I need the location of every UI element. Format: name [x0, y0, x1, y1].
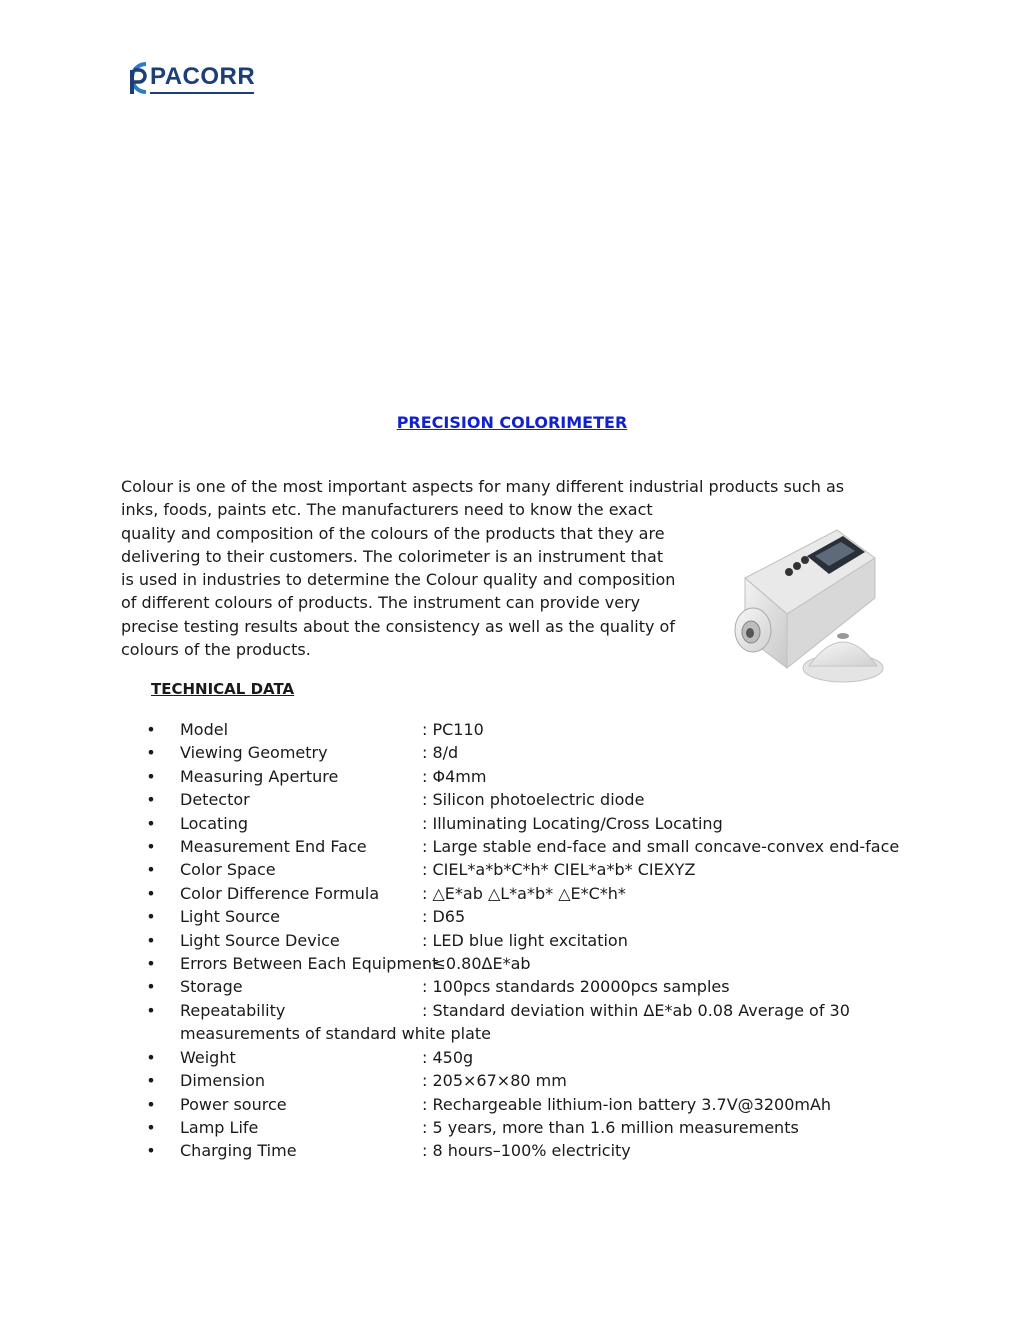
bullet-icon: •: [146, 1047, 156, 1067]
bullet-icon: •: [146, 1094, 156, 1114]
spec-item: [145, 975, 915, 998]
intro-line: delivering to their customers. The colorimeter is an instrument that: [121, 546, 664, 566]
spec-value: : Large stable end-face and small concave-convex end-face: [422, 837, 900, 857]
spec-value: : Rechargeable lithium-ion battery 3.7V@3200mAh: [422, 1094, 832, 1114]
spec-item: [145, 812, 915, 835]
spec-label: Measurement End Face: [180, 837, 367, 857]
bullet-icon: •: [146, 1071, 156, 1091]
spec-label: Weight: [180, 1047, 236, 1067]
spec-label: Light Source: [180, 907, 280, 927]
intro-line: quality and composition of the colours of the products that they are: [121, 523, 665, 543]
spec-value: : Silicon photoelectric diode: [422, 790, 645, 810]
bullet-icon: •: [146, 813, 156, 833]
spec-value: : Illuminating Locating/Cross Locating: [422, 813, 723, 833]
spec-label: Locating: [180, 813, 249, 833]
spec-label: Storage: [180, 977, 243, 997]
spec-value: : 5 years, more than 1.6 million measurements: [422, 1117, 799, 1137]
bullet-icon: •: [146, 720, 156, 739]
spec-value: : △E*ab △L*a*b* △E*C*h*: [422, 883, 626, 903]
technical-specs-list: [145, 718, 915, 1163]
bullet-icon: •: [146, 1000, 156, 1020]
intro-line: Colour is one of the most important aspects for many different industrial products such as: [121, 477, 845, 496]
spec-value: : 8 hours–100% electricity: [422, 1141, 631, 1161]
spec-label: Errors Between Each Equipment: [180, 954, 439, 974]
bullet-icon: •: [146, 790, 156, 810]
logo-underline: [150, 92, 254, 94]
page-title[interactable]: PRECISION COLORIMETER: [396, 413, 628, 432]
spec-item: [145, 1116, 915, 1139]
logo-wordmark: PACORR: [150, 63, 256, 90]
intro-line: of different colours of products. The instrument can provide very: [121, 593, 641, 613]
bullet-icon: •: [146, 837, 156, 857]
spec-value: : ≤0.80ΔE*ab: [422, 954, 531, 974]
bullet-icon: •: [146, 1141, 156, 1161]
bullet-icon: •: [146, 930, 156, 950]
spec-value: : LED blue light excitation: [422, 930, 628, 950]
technical-data-heading: TECHNICAL DATA: [151, 680, 295, 698]
spec-item: [145, 835, 915, 858]
spec-item: [145, 952, 915, 975]
spec-label: Light Source Device: [180, 930, 340, 950]
spec-item: [145, 765, 915, 788]
bullet-icon: •: [146, 860, 156, 880]
pacorr-logo-icon: [120, 58, 152, 100]
spec-value: : Φ4mm: [422, 766, 487, 786]
spec-value: : 8/d: [422, 743, 459, 763]
spec-value: : 100pcs standards 20000pcs samples: [422, 977, 730, 997]
spec-item: [145, 788, 915, 811]
spec-label: Color Space: [180, 860, 276, 880]
spec-item: [145, 718, 915, 741]
bullet-icon: •: [146, 954, 156, 974]
bullet-icon: •: [146, 977, 156, 997]
spec-label: Charging Time: [180, 1141, 297, 1161]
spec-label: Measuring Aperture: [180, 766, 339, 786]
spec-value: : Standard deviation within ΔE*ab 0.08 Average of 30 measurements of standard white plate: [180, 1000, 850, 1044]
bullet-icon: •: [146, 743, 156, 763]
spec-label: Dimension: [180, 1071, 266, 1091]
spec-value: : D65: [422, 907, 466, 927]
spec-item: [145, 1139, 915, 1162]
spec-item: [145, 905, 915, 928]
spec-item: [145, 1093, 915, 1116]
spec-label: Lamp Life: [180, 1117, 259, 1137]
spec-value: : 450g: [422, 1047, 474, 1067]
spec-item: [145, 1069, 915, 1092]
bullet-icon: •: [146, 883, 156, 903]
bullet-icon: •: [146, 1117, 156, 1137]
intro-line: is used in industries to determine the Colour quality and composition: [121, 570, 676, 590]
colorimeter-device-image: [725, 518, 890, 690]
bullet-icon: •: [146, 766, 156, 786]
spec-item: [145, 929, 915, 952]
spec-label: Viewing Geometry: [180, 743, 328, 763]
spec-item: [145, 741, 915, 764]
spec-value: : 205×67×80 mm: [422, 1071, 567, 1091]
spec-item: [145, 999, 915, 1046]
intro-line: inks, foods, paints etc. The manufacturers need to know the exact: [121, 500, 653, 520]
spec-label: Detector: [180, 790, 250, 810]
spec-label: Repeatability: [180, 1000, 286, 1020]
spec-value: : PC110: [422, 720, 484, 739]
spec-value: : CIEL*a*b*C*h* CIEL*a*b* CIEXYZ: [422, 860, 696, 880]
spec-item: [145, 1046, 915, 1069]
spec-label: Color Difference Formula: [180, 883, 380, 903]
spec-item: [145, 858, 915, 881]
spec-label: Model: [180, 720, 229, 739]
intro-line: precise testing results about the consistency as well as the quality of: [121, 616, 675, 636]
spec-item: [145, 882, 915, 905]
pacorr-logo: [120, 58, 260, 100]
intro-line: colours of the products.: [121, 640, 311, 660]
spec-label: Power source: [180, 1094, 287, 1114]
bullet-icon: •: [146, 907, 156, 927]
